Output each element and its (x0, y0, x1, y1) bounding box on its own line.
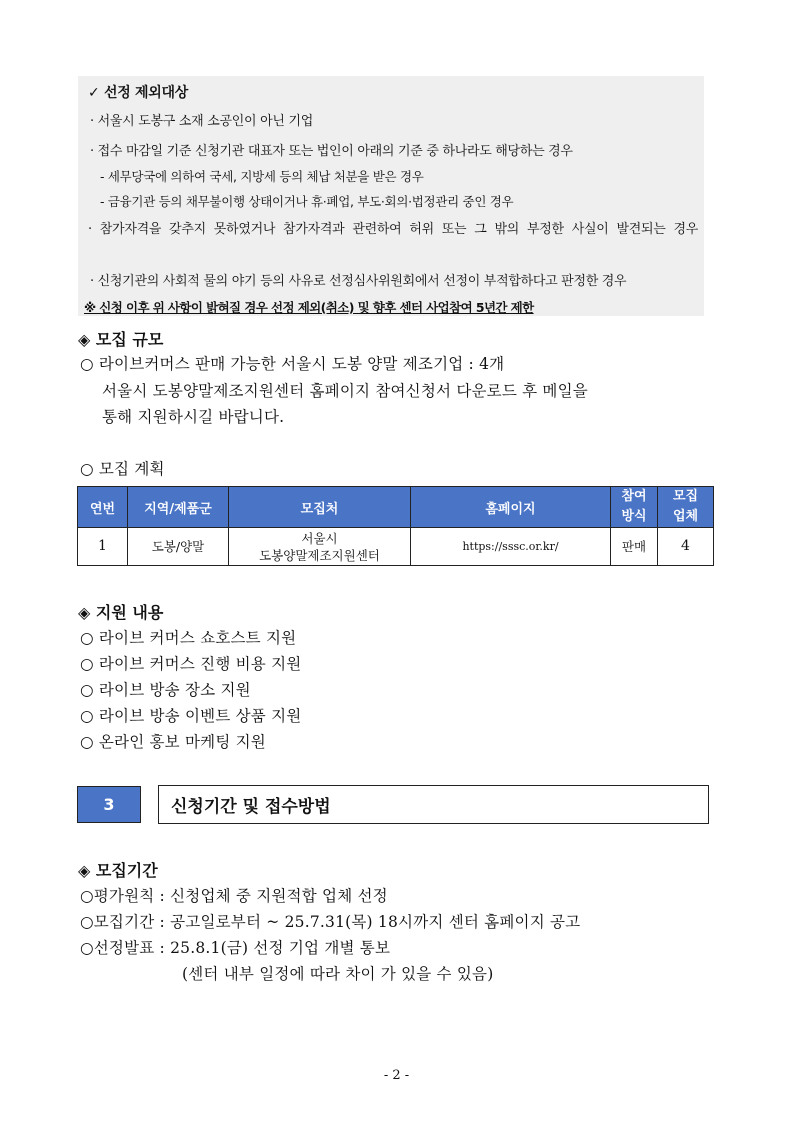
cell-method: 판매 (611, 528, 658, 566)
scale-line: 서울시 도봉양말제조지원센터 홈페이지 참여신청서 다운로드 후 메일을 (102, 382, 588, 400)
exclusion-item: · 신청기관의 사회적 물의 야기 등의 사유로 선정심사위원회에서 선정이 부적합하다고 판정한 경우 (90, 274, 627, 289)
column-header: 홈페이지 (411, 487, 611, 528)
exclusion-note: ※ 신청 이후 위 사항이 밝혀질 경우 선정 제외(취소) 및 향후 센터 사업참여 5년간 제한 (84, 300, 534, 315)
plan-heading: ○ 모집 계획 (80, 460, 165, 478)
column-header: 지역/제품군 (128, 487, 229, 528)
section-title: 신청기간 및 접수방법 (158, 785, 709, 824)
support-item: ○ 라이브 커머스 쇼호스트 지원 (80, 629, 297, 647)
support-item: ○ 라이브 방송 장소 지원 (80, 681, 251, 699)
scale-line: 통해 지원하시길 바랍니다. (102, 408, 285, 426)
period-note: (센터 내부 일정에 따라 차이 가 있을 수 있음) (182, 965, 494, 983)
column-header: 모집처 (229, 487, 411, 528)
page-number: - 2 - (383, 1068, 410, 1083)
cell-no: 1 (78, 528, 128, 566)
support-item: ○ 라이브 커머스 진행 비용 지원 (80, 655, 302, 673)
exclusion-subitem: - 세무당국에 의하여 국세, 지방세 등의 체납 처분을 받은 경우 (100, 169, 424, 184)
plan-table (77, 486, 714, 566)
support-item: ○ 라이브 방송 이벤트 상품 지원 (80, 707, 302, 725)
cell-region: 도봉/양말 (128, 528, 229, 566)
table-header-row (78, 487, 714, 528)
period-line: ○모집기간 : 공고일로부터 ~ 25.7.31(목) 18시까지 센터 홈페이지 공고 (80, 913, 581, 931)
exclusion-subitem: - 금융기관 등의 채무불이행 상태이거나 휴·폐업, 부도·회의·법정관리 중인 경우 (100, 194, 514, 209)
period-line: ○평가원칙 : 신청업체 중 지원적합 업체 선정 (80, 887, 388, 905)
homepage-link[interactable]: https://sssc.or.kr/ (411, 528, 611, 566)
cell-count: 4 (658, 528, 714, 566)
column-header: 연번 (78, 487, 128, 528)
exclusion-box (78, 76, 704, 316)
exclusion-item: · 서울시 도봉구 소재 소공인이 아닌 기업 (90, 114, 313, 129)
section-number: 3 (77, 786, 141, 823)
support-item: ○ 온라인 홍보 마케팅 지원 (80, 733, 266, 751)
support-heading: ◈ 지원 내용 (78, 603, 164, 622)
cell-org: 서울시 도봉양말제조지원센터 (229, 528, 411, 566)
column-header: 모집 업체 (658, 487, 714, 528)
period-line: ○선정발표 : 25.8.1(금) 선정 기업 개별 통보 (80, 939, 391, 957)
column-header: 참여 방식 (611, 487, 658, 528)
exclusion-item: · 접수 마감일 기준 신청기관 대표자 또는 법인이 아래의 기준 중 하나라도 해당하는 경우 (90, 144, 573, 159)
exclusion-item: · 참가자격을 갖추지 못하였거나 참가자격과 관련하여 허위 또는 그 밖의 부정한 사실이 발견되는 경우 (88, 222, 698, 237)
table-row (78, 528, 714, 566)
period-heading: ◈ 모집기간 (78, 861, 158, 880)
scale-line: ○ 라이브커머스 판매 가능한 서울시 도봉 양말 제조기업 : 4개 (80, 355, 505, 373)
scale-heading: ◈ 모집 규모 (78, 330, 164, 349)
exclusion-title: ✓ 선정 제외대상 (88, 85, 188, 101)
